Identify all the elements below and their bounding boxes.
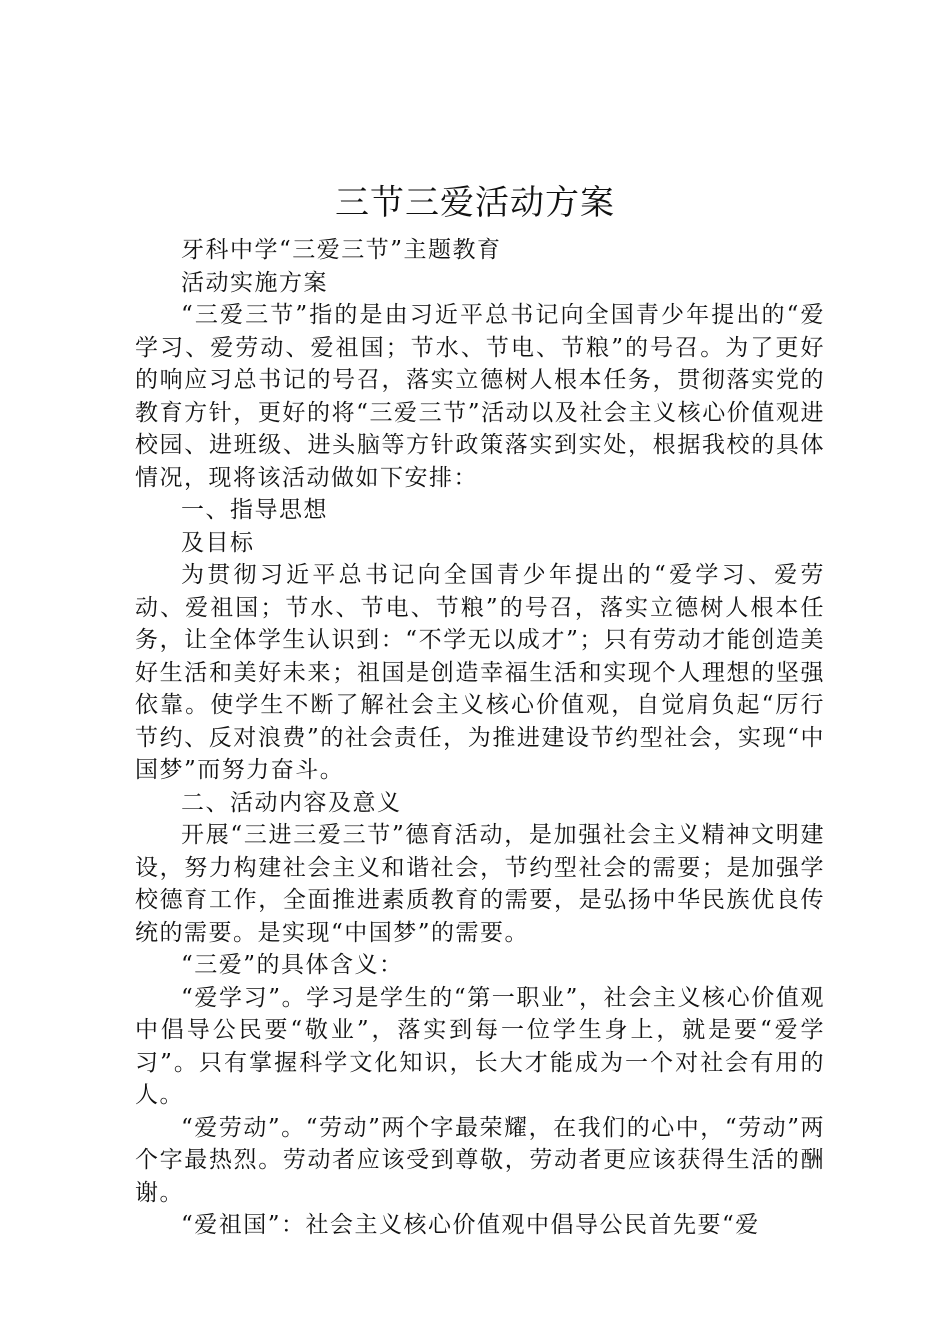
paragraph-love-labor: “爱劳动”。“劳动”两个字最荣耀，在我们的心中，“劳动”两个字最热烈。劳动者应该受到尊敬，劳动者更应该获得生活的酬谢。 — [135, 1114, 825, 1206]
document-body — [135, 234, 825, 1242]
section-heading-goals: 及目标 — [181, 529, 255, 556]
document-title: 三节三爱活动方案 — [335, 183, 615, 223]
paragraph-goals: 为贯彻习近平总书记向全国青少年提出的“爱学习、爱劳动、爱祖国；节水、节电、节粮”的号召，落实立德树人根本任务，让全体学生认识到：“不学无以成才”；只有劳动才能创造美好生活和美好未来；祖国是创造幸福生活和实现个人理想的坚强依靠。使学生不断了解社会主义核心价值观，自觉肩负起“厉行节约、反对浪费”的社会责任，为推进建设节约型社会，实现“中国梦”而努力奋斗。 — [135, 562, 825, 783]
paragraph-love-learning: “爱学习”。学习是学生的“第一职业”，社会主义核心价值观中倡导公民要“敬业”，落实到每一位学生身上，就是要“爱学习”。只有掌握科学文化知识，长大才能成为一个对社会有用的人。 — [135, 984, 825, 1108]
paragraph-love-country: “爱祖国”：社会主义核心价值观中倡导公民首先要“爱 — [181, 1212, 760, 1238]
section-heading-content: 二、活动内容及意义 — [181, 789, 402, 816]
paragraph-content: 开展“三进三爱三节”德育活动，是加强社会主义精神文明建设，努力构建社会主义和谐社会，节约型社会的需要；是加强学校德育工作，全面推进素质教育的需要，是弘扬中华民族优良传统的需要。是实现“中国梦”的需要。 — [135, 822, 825, 946]
paragraph-meaning-heading: “三爱”的具体含义： — [181, 952, 404, 978]
paragraph-plan-heading: 活动实施方案 — [181, 269, 328, 296]
paragraph-intro: “三爱三节”指的是由习近平总书记向全国青少年提出的“爱学习、爱劳动、爱祖国；节水、节电、节粮”的号召。为了更好的响应习总书记的号召，落实立德树人根本任务，贯彻落实党的教育方针，更好的将“三爱三节”活动以及社会主义核心价值观进校园、进班级、进头脑等方针政策落实到实处，根据我校的具体情况，现将该活动做如下安排： — [135, 302, 825, 491]
section-heading-guiding-thought: 一、指导思想 — [181, 497, 328, 523]
paragraph-school-heading: 牙科中学“三爱三节”主题教育 — [181, 237, 502, 263]
